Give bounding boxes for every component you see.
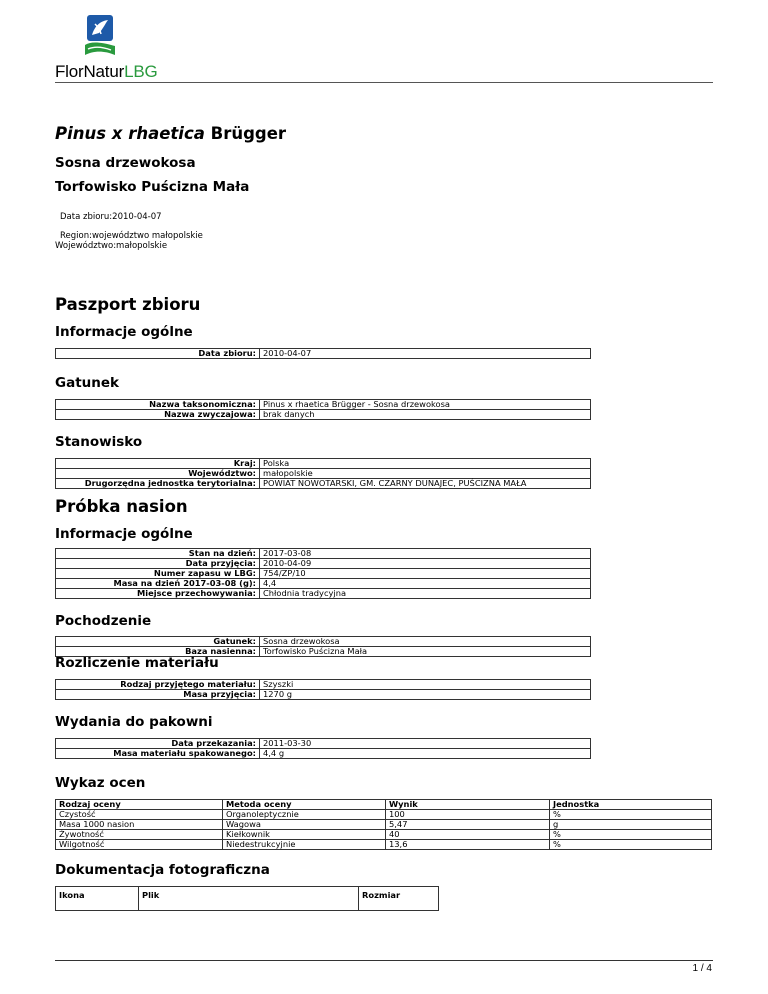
field-label: Masa przyjęcia: bbox=[56, 690, 260, 700]
section-title-passport: Paszport zbioru bbox=[55, 295, 201, 314]
field-label: Masa na dzień 2017-03-08 (g): bbox=[56, 579, 260, 589]
field-value: Pinus x rhaetica Brügger - Sosna drzewokosa bbox=[260, 400, 591, 410]
table-cell: % bbox=[550, 840, 712, 850]
subsection-title-settlement: Rozliczenie materiału bbox=[55, 655, 219, 671]
table-cell: Wagowa bbox=[223, 820, 386, 830]
table-row bbox=[56, 840, 712, 850]
subsection-title-issues: Wydania do pakowni bbox=[55, 714, 213, 730]
footer-divider bbox=[55, 960, 713, 961]
field-label: Numer zapasu w LBG: bbox=[56, 569, 260, 579]
common-name: Sosna drzewokosa bbox=[55, 155, 196, 171]
passport-site-table bbox=[55, 458, 591, 489]
sample-issues-table bbox=[55, 738, 591, 759]
field-value: Torfowisko Puścizna Mała bbox=[260, 647, 591, 657]
table-row bbox=[56, 589, 591, 599]
species-author: Brügger bbox=[210, 124, 287, 143]
table-cell: Niedestrukcyjnie bbox=[223, 840, 386, 850]
table-cell: 5,47 bbox=[386, 820, 550, 830]
subsection-title-site: Stanowisko bbox=[55, 434, 143, 450]
table-cell: Czystość bbox=[56, 810, 223, 820]
field-label: Rodzaj przyjętego materiału: bbox=[56, 680, 260, 690]
photos-table bbox=[55, 886, 439, 911]
field-label: Nazwa taksonomiczna: bbox=[56, 400, 260, 410]
table-row bbox=[56, 469, 591, 479]
field-value: Chłodnia tradycyjna bbox=[260, 589, 591, 599]
section-title-sample: Próbka nasion bbox=[55, 497, 188, 516]
field-label: Kraj: bbox=[56, 459, 260, 469]
table-row bbox=[56, 810, 712, 820]
passport-general-table bbox=[55, 348, 591, 359]
voivodeship-line: Województwo:małopolskie bbox=[55, 241, 168, 251]
page-number: 1 / 4 bbox=[692, 963, 712, 974]
logo-text-main: FlorNatur bbox=[55, 62, 125, 81]
table-cell: Organoleptycznie bbox=[223, 810, 386, 820]
field-label: Nazwa zwyczajowa: bbox=[56, 410, 260, 420]
field-value: małopolskie bbox=[260, 469, 591, 479]
field-value: Sosna drzewokosa bbox=[260, 637, 591, 647]
logo-text bbox=[55, 62, 157, 82]
field-value: Polska bbox=[260, 459, 591, 469]
logo-emblem-icon bbox=[55, 15, 175, 65]
field-label: Masa materiału spakowanego: bbox=[56, 749, 260, 759]
table-cell: Kiełkownik bbox=[223, 830, 386, 840]
column-header: Rodzaj oceny bbox=[56, 800, 223, 810]
field-label: Województwo: bbox=[56, 469, 260, 479]
field-label: Drugorzędna jednostka terytorialna: bbox=[56, 479, 260, 489]
field-value: Szyszki bbox=[260, 680, 591, 690]
sample-general-table bbox=[55, 548, 591, 599]
table-cell: % bbox=[550, 810, 712, 820]
header-divider bbox=[55, 82, 713, 83]
collection-date-line: Data zbioru:2010-04-07 bbox=[60, 212, 162, 222]
sample-settlement-table bbox=[55, 679, 591, 700]
table-cell: Masa 1000 nasion bbox=[56, 820, 223, 830]
table-row bbox=[56, 349, 591, 359]
table-cell: Żywotność bbox=[56, 830, 223, 840]
table-header-row bbox=[56, 887, 439, 911]
field-label: Miejsce przechowywania: bbox=[56, 589, 260, 599]
field-label: Data przekazania: bbox=[56, 739, 260, 749]
field-value: 1270 g bbox=[260, 690, 591, 700]
table-cell: 100 bbox=[386, 810, 550, 820]
field-value: 2010-04-09 bbox=[260, 559, 591, 569]
column-header: Rozmiar bbox=[359, 887, 439, 911]
assessments-table bbox=[55, 799, 712, 850]
table-row bbox=[56, 749, 591, 759]
field-value: 2017-03-08 bbox=[260, 549, 591, 559]
column-header: Ikona bbox=[56, 887, 139, 911]
site-name: Torfowisko Puścizna Mała bbox=[55, 179, 250, 195]
table-header-row bbox=[56, 800, 712, 810]
table-row bbox=[56, 479, 591, 489]
table-row bbox=[56, 739, 591, 749]
table-row bbox=[56, 690, 591, 700]
field-value: POWIAT NOWOTARSKI, GM. CZARNY DUNAJEC, PUŚCIZNA MAŁA bbox=[260, 479, 591, 489]
table-row bbox=[56, 459, 591, 469]
column-header: Jednostka bbox=[550, 800, 712, 810]
species-latin-name: Pinus x rhaetica bbox=[55, 124, 205, 143]
table-cell: % bbox=[550, 830, 712, 840]
table-row bbox=[56, 830, 712, 840]
subsection-title-assessments: Wykaz ocen bbox=[55, 775, 146, 791]
column-header: Wynik bbox=[386, 800, 550, 810]
logo-text-accent: LBG bbox=[124, 62, 158, 81]
subsection-title-photos: Dokumentacja fotograficzna bbox=[55, 862, 270, 878]
table-cell: g bbox=[550, 820, 712, 830]
field-label: Data zbioru: bbox=[56, 349, 260, 359]
table-row bbox=[56, 820, 712, 830]
field-value: 2010-04-07 bbox=[260, 349, 591, 359]
table-row bbox=[56, 569, 591, 579]
field-label: Stan na dzień: bbox=[56, 549, 260, 559]
table-row bbox=[56, 410, 591, 420]
table-row bbox=[56, 680, 591, 690]
subsection-title-sample-general: Informacje ogólne bbox=[55, 526, 193, 542]
table-row bbox=[56, 559, 591, 569]
field-label: Gatunek: bbox=[56, 637, 260, 647]
region-line: Region:województwo małopolskie bbox=[60, 231, 203, 241]
column-header: Plik bbox=[139, 887, 359, 911]
field-label: Data przyjęcia: bbox=[56, 559, 260, 569]
field-value: 4,4 bbox=[260, 579, 591, 589]
table-cell: 40 bbox=[386, 830, 550, 840]
table-row bbox=[56, 549, 591, 559]
table-row bbox=[56, 400, 591, 410]
table-cell: 13,6 bbox=[386, 840, 550, 850]
species-title bbox=[55, 124, 286, 143]
field-value: 754/ZP/10 bbox=[260, 569, 591, 579]
subsection-title-species: Gatunek bbox=[55, 375, 119, 391]
column-header: Metoda oceny bbox=[223, 800, 386, 810]
field-value: 2011-03-30 bbox=[260, 739, 591, 749]
table-cell: Wilgotność bbox=[56, 840, 223, 850]
field-value: brak danych bbox=[260, 410, 591, 420]
subsection-title-general: Informacje ogólne bbox=[55, 324, 193, 340]
passport-species-table bbox=[55, 399, 591, 420]
table-row bbox=[56, 637, 591, 647]
field-value: 4,4 g bbox=[260, 749, 591, 759]
field-label: Baza nasienna: bbox=[56, 647, 260, 657]
table-row bbox=[56, 579, 591, 589]
sample-origin-table bbox=[55, 636, 591, 657]
subsection-title-origin: Pochodzenie bbox=[55, 613, 152, 629]
